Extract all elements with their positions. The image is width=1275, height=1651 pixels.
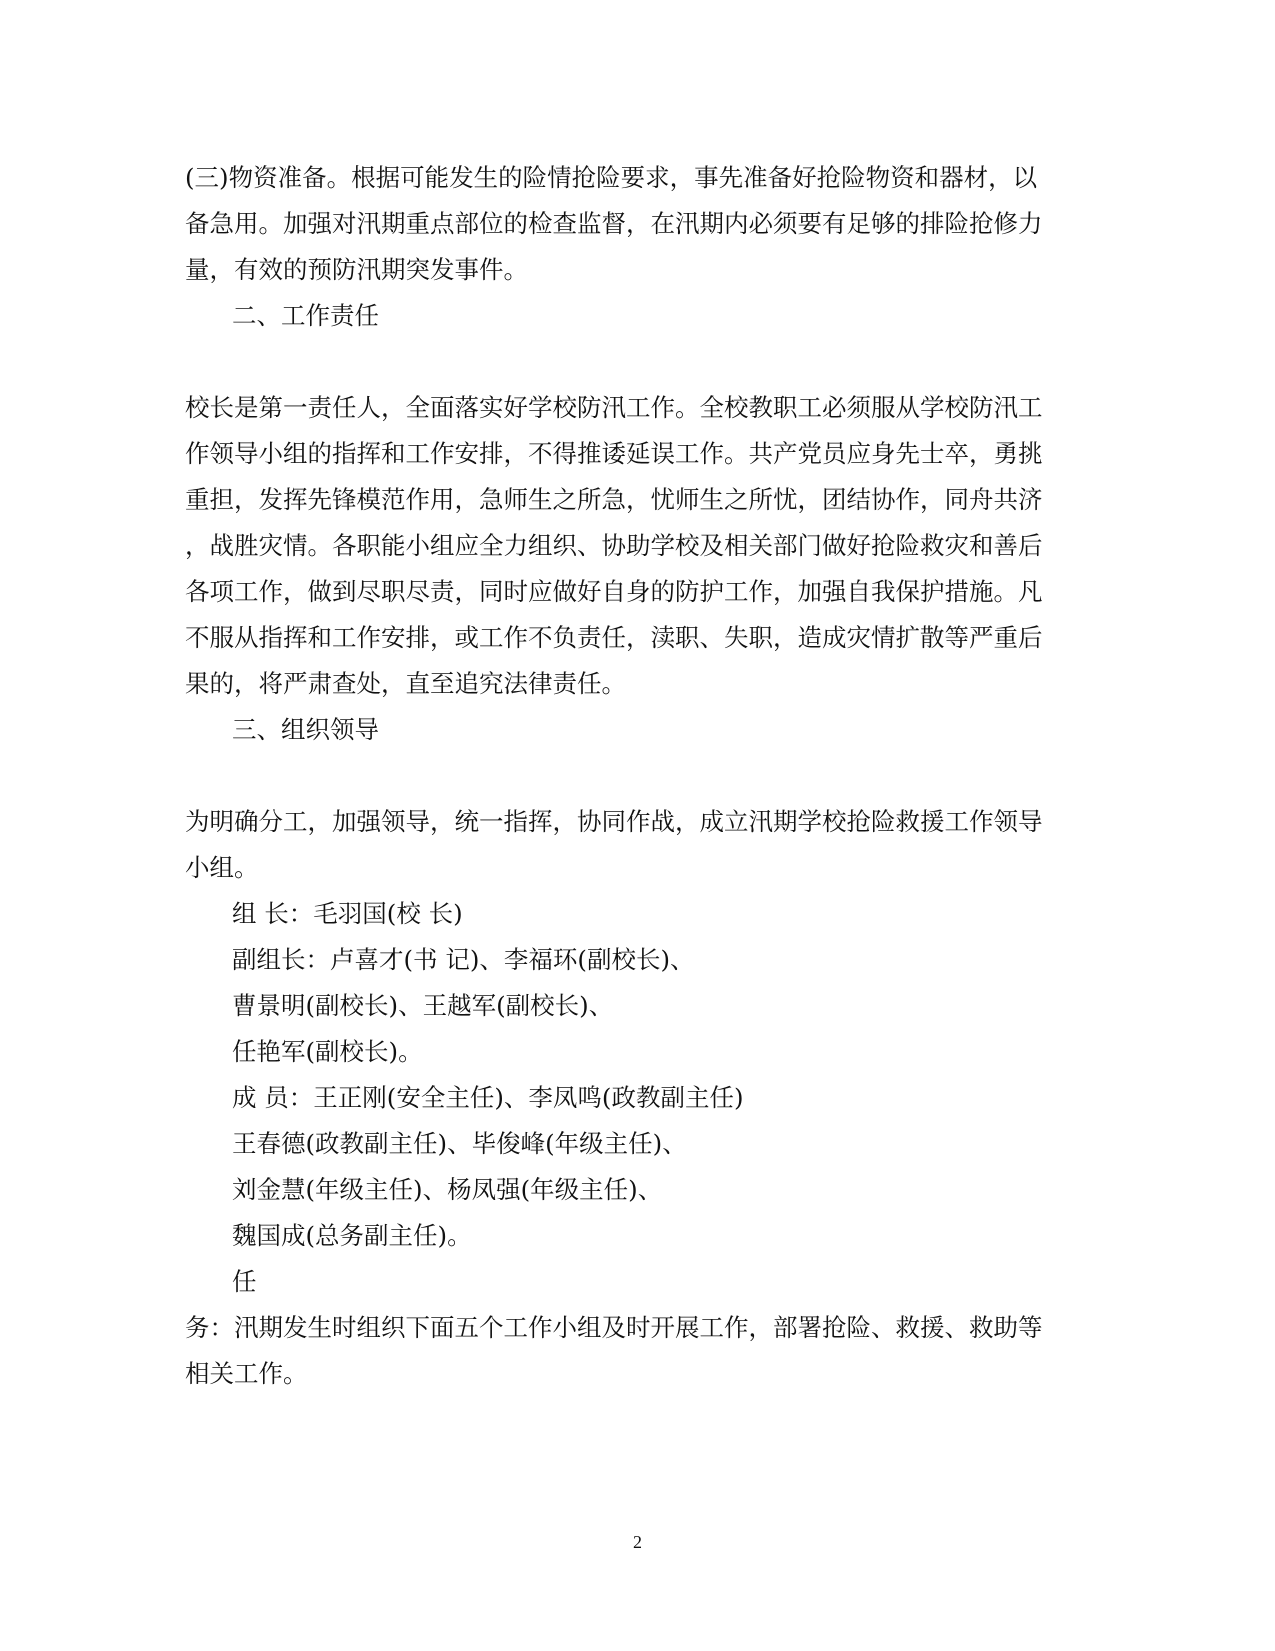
task-line-2: 相关工作。	[185, 1359, 308, 1388]
body-line-1: (三)物资准备。根据可能发生的险情抢险要求，事先准备好抢险物资和器材，以	[185, 163, 1038, 192]
roster-line-members-3: 刘金慧(年级主任)、杨凤强(年级主任)、	[232, 1175, 663, 1204]
roster-line-deputy-3: 任艳军(副校长)。	[232, 1037, 423, 1066]
task-line-1: 务：汛期发生时组织下面五个工作小组及时开展工作，部署抢险、救援、救助等	[185, 1313, 1043, 1342]
body-line-13: 为明确分工，加强领导，统一指挥，协同作战，成立汛期学校抢险救援工作领导	[185, 807, 1043, 836]
roster-line-members-1: 成 员：王正刚(安全主任)、李凤鸣(政教副主任)	[232, 1083, 744, 1112]
roster-line-deputy-2: 曹景明(副校长)、王越军(副校长)、	[232, 991, 614, 1020]
body-line-7: 重担，发挥先锋模范作用，急师生之所急，忧师生之所忧，团结协作，同舟共济	[185, 485, 1043, 514]
body-line-9: 各项工作，做到尽职尽责，同时应做好自身的防护工作，加强自我保护措施。凡	[185, 577, 1043, 606]
body-line-10: 不服从指挥和工作安排，或工作不负责任，渎职、失职，造成灾情扩散等严重后	[185, 623, 1043, 652]
roster-line-members-2: 王春德(政教副主任)、毕俊峰(年级主任)、	[232, 1129, 687, 1158]
section-heading-3: 三、组织领导	[232, 715, 379, 744]
body-line-6: 作领导小组的指挥和工作安排，不得推诿延误工作。共产党员应身先士卒，勇挑	[185, 439, 1043, 468]
body-line-8: ，战胜灾情。各职能小组应全力组织、协助学校及相关部门做好抢险救灾和善后	[185, 531, 1043, 560]
roster-line-leader: 组 长：毛羽国(校 长)	[232, 899, 463, 928]
body-line-2: 备急用。加强对汛期重点部位的检查监督，在汛期内必须要有足够的排险抢修力	[185, 209, 1043, 238]
roster-line-members-4: 魏国成(总务副主任)。	[232, 1221, 472, 1250]
roster-line-deputy-1: 副组长：卢喜才(书 记)、李福环(副校长)、	[232, 945, 695, 974]
page-number: 2	[633, 1532, 642, 1552]
body-line-14: 小组。	[185, 853, 259, 882]
section-heading-2: 二、工作责任	[232, 301, 379, 330]
body-line-3: 量，有效的预防汛期突发事件。	[185, 255, 528, 284]
body-line-11: 果的，将严肃查处，直至追究法律责任。	[185, 669, 626, 698]
task-label-line: 任	[232, 1267, 257, 1296]
body-line-5: 校长是第一责任人，全面落实好学校防汛工作。全校教职工必须服从学校防汛工	[185, 393, 1043, 422]
